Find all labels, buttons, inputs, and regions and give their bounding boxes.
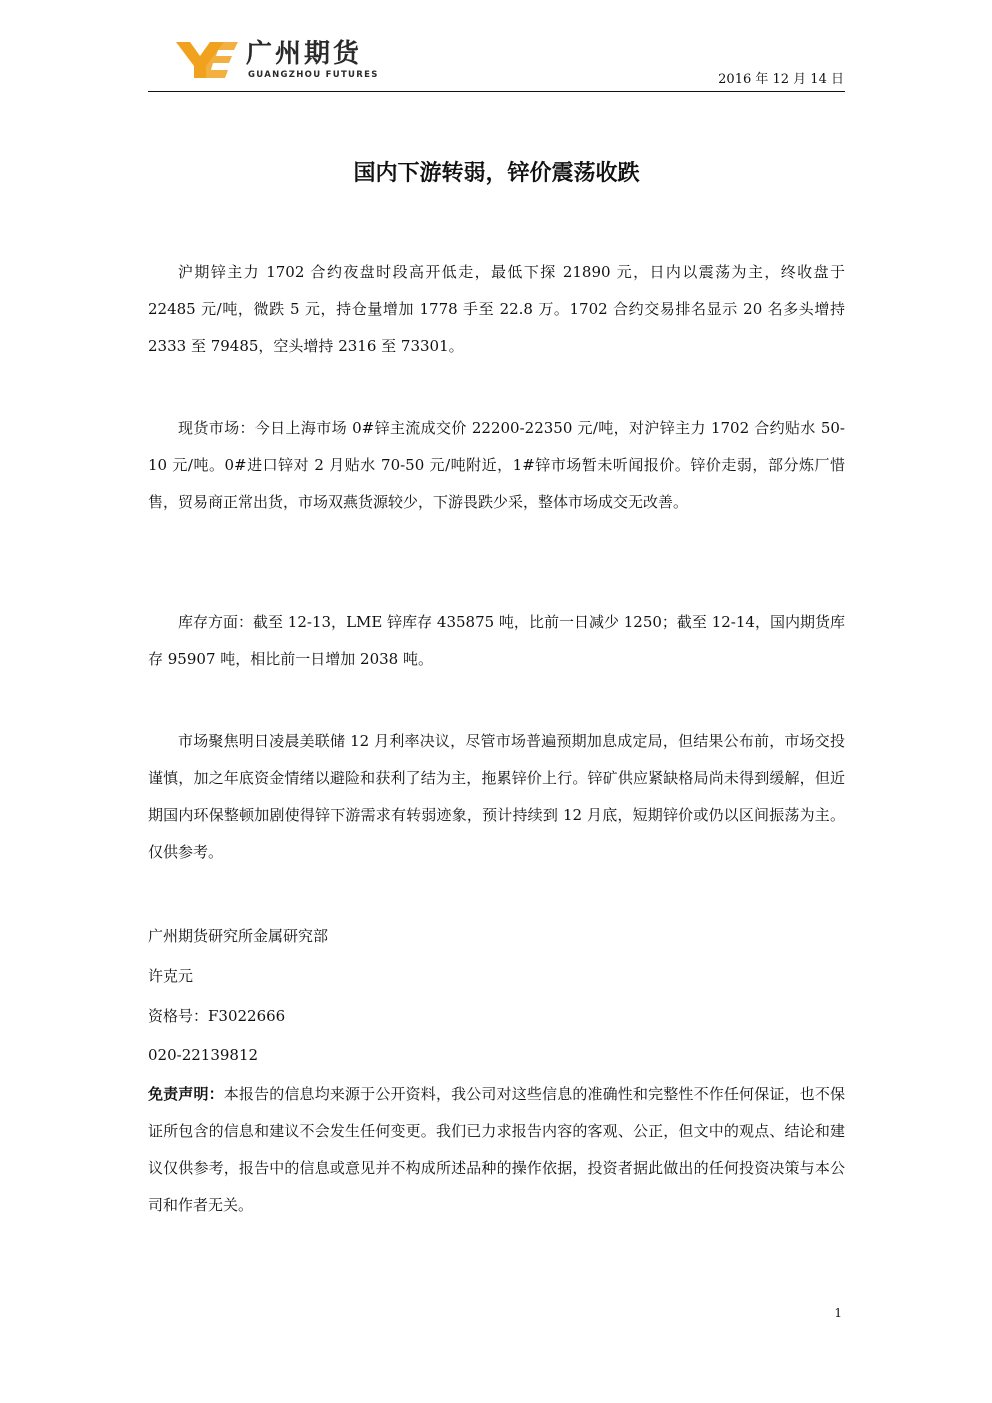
signature-phone: 020-22139812 [148, 1046, 259, 1064]
paragraph-spot-market: 现货市场：今日上海市场 0#锌主流成交价 22200-22350 元/吨，对沪锌主力 1702 合约贴水 50-10 元/吨。0#进口锌对 2 月贴水 70-50 元/吨附近，1#锌市场暂未听闻报价。锌价走弱，部分炼厂惜售，贸易商正常出货，市场双燕货源较少，下游畏跌少采，整体市场成交无改善。 [148, 419, 845, 511]
header-divider [148, 91, 845, 92]
signature-department: 广州期货研究所金属研究部 [148, 927, 329, 945]
paragraph-futures-market: 沪期锌主力 1702 合约夜盘时段高开低走，最低下探 21890 元，日内以震荡为主，终收盘于 22485 元/吨，微跌 5 元，持仓量增加 1778 手至 22.8 万。1702 合约交易排名显示 20 名多头增持 2333 至 79485，空头增持 2316 至 73301。 [148, 263, 845, 355]
disclaimer-text: 本报告的信息均来源于公开资料，我公司对这些信息的准确性和完整性不作任何保证，也不保证所包含的信息和建议不会发生任何变更。我们已力求报告内容的客观、公正，但文中的观点、结论和建议仅供参考，报告中的信息或意见并不构成所述品种的操作依据，投资者据此做出的任何投资决策与本公司和作者无关。 [148, 1085, 845, 1214]
signature-author: 许克元 [148, 967, 194, 985]
page-number: 1 [834, 1306, 842, 1320]
signature-qualification: 资格号：F3022666 [148, 1007, 286, 1025]
report-date: 2016 年 12 月 14 日 [718, 72, 844, 87]
disclaimer-label: 免责声明： [148, 1085, 224, 1103]
company-logo [176, 38, 379, 84]
logo-english-name: GUANGZHOU FUTURES [248, 70, 379, 80]
disclaimer [148, 1076, 845, 1224]
paragraph-inventory: 库存方面：截至 12-13，LME 锌库存 435875 吨，比前一日减少 1250；截至 12-14，国内期货库存 95907 吨，相比前一日增加 2038 吨。 [148, 613, 845, 668]
logo-chinese-name: 广州期货 [246, 39, 363, 69]
company-logo-mark-icon [176, 40, 238, 80]
report-title: 国内下游转弱，锌价震荡收跌 [353, 161, 640, 186]
paragraph-outlook: 市场聚焦明日凌晨美联储 12 月利率决议，尽管市场普遍预期加息成定局，但结果公布前，市场交投谨慎，加之年底资金情绪以避险和获利了结为主，拖累锌价上行。锌矿供应紧缺格局尚未得到缓解，但近期国内环保整顿加剧使得锌下游需求有转弱迹象，预计持续到 12 月底，短期锌价或仍以区间振荡为主。仅供参考。 [148, 732, 845, 861]
